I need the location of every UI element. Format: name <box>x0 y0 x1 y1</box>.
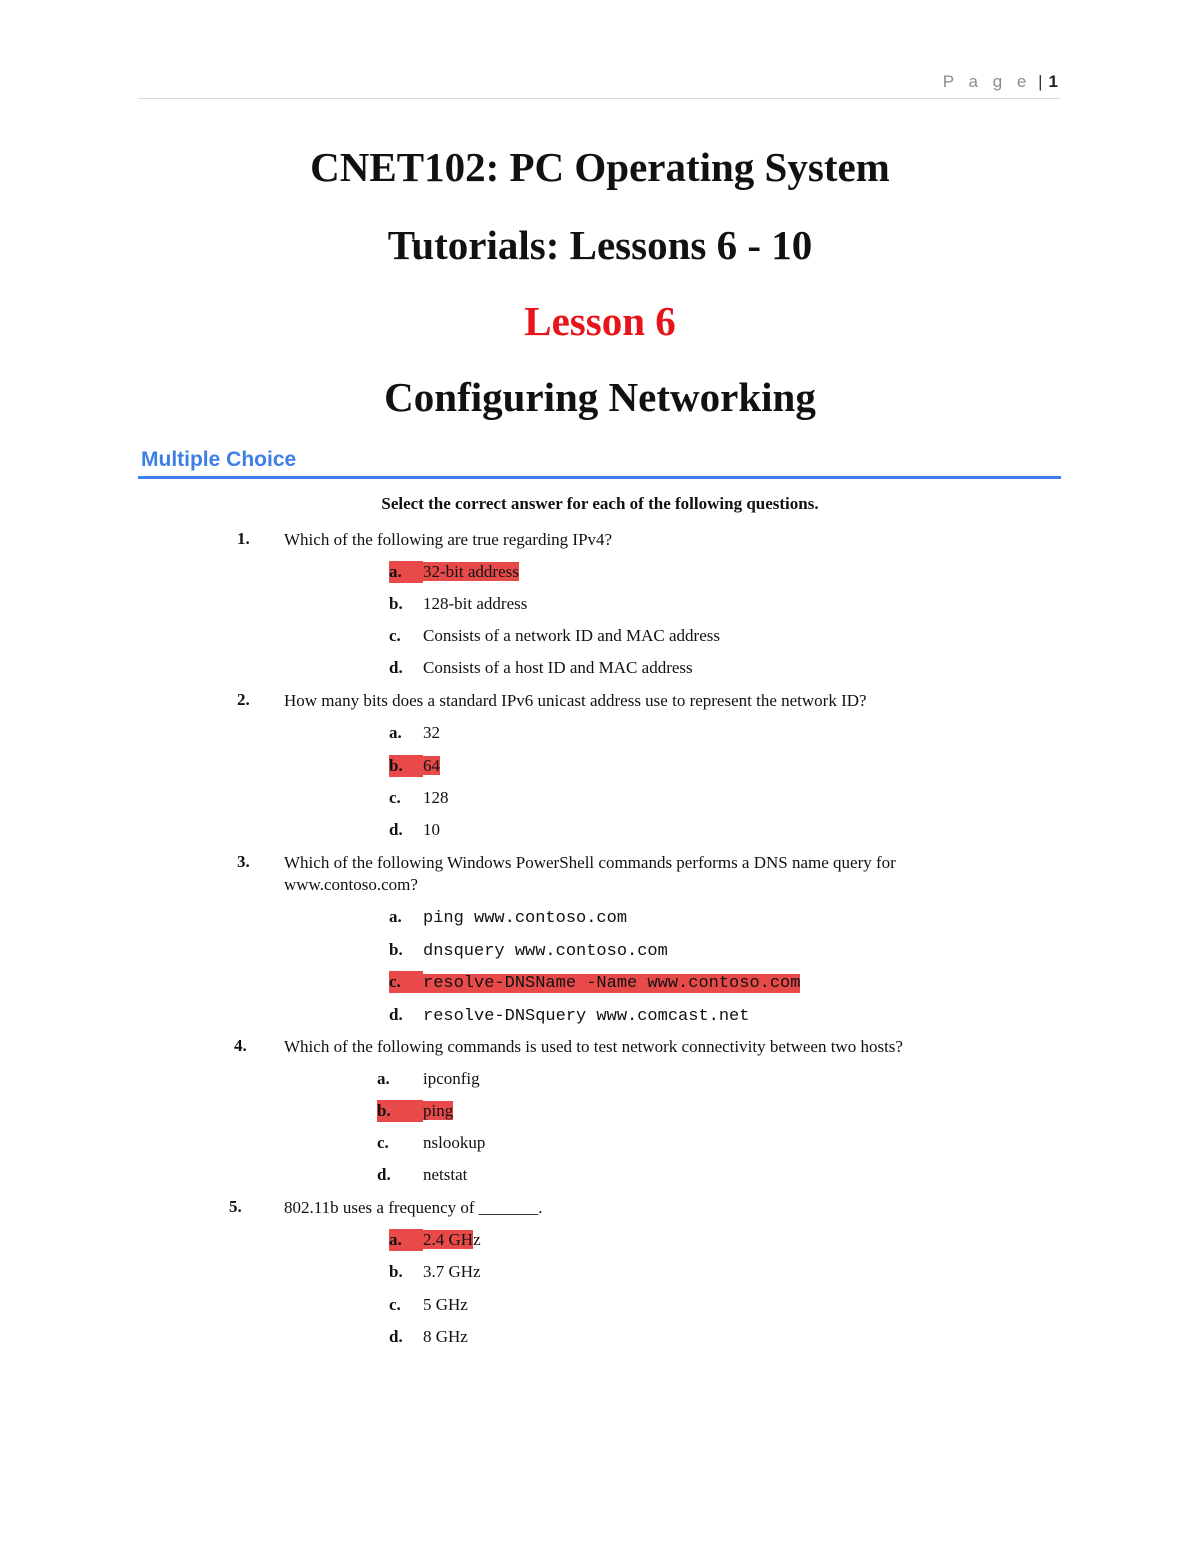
option-text: resolve-DNSquery www.comcast.net <box>423 1007 750 1026</box>
tutorials-title: Tutorials: Lessons 6 - 10 <box>387 222 813 268</box>
option-4d[interactable] <box>377 1164 467 1186</box>
option-2a[interactable] <box>389 722 440 744</box>
option-5b[interactable] <box>389 1261 481 1283</box>
option-letter: a. <box>389 561 423 583</box>
question-text: 802.11b uses a frequency of _______. <box>284 1198 543 1217</box>
option-text: 128-bit address <box>423 594 528 613</box>
option-text-highlighted: 2.4 GH <box>423 1230 474 1249</box>
option-letter: c. <box>389 971 423 993</box>
question-text: How many bits does a standard IPv6 unicast address use to represent the network ID? <box>284 691 867 710</box>
option-3b[interactable] <box>389 939 668 963</box>
option-1d[interactable] <box>389 657 693 679</box>
option-5a[interactable] <box>389 1229 481 1251</box>
topic-title: Configuring Networking <box>384 374 816 420</box>
option-letter: a. <box>389 1229 423 1251</box>
option-letter: c. <box>389 788 401 807</box>
option-text: 32-bit address <box>423 562 519 581</box>
option-letter: b. <box>377 1100 423 1122</box>
option-letter: b. <box>389 940 403 959</box>
option-2c[interactable] <box>389 787 449 809</box>
option-text: ipconfig <box>423 1069 480 1088</box>
page-separator: | <box>1038 72 1043 91</box>
question-number: 3. <box>237 852 250 871</box>
option-text-rest: z <box>473 1230 481 1249</box>
option-3d[interactable] <box>389 1004 749 1028</box>
option-letter: d. <box>389 820 403 839</box>
question-text: Which of the following commands is used to test network connectivity between two hosts? <box>284 1037 903 1056</box>
section-rule <box>138 476 1061 479</box>
page-label: P a g e <box>942 72 1032 91</box>
option-text: 32 <box>423 723 440 742</box>
option-letter: a. <box>377 1069 390 1088</box>
option-letter: c. <box>377 1133 389 1152</box>
option-1a[interactable] <box>389 561 519 583</box>
option-2b[interactable] <box>389 755 440 777</box>
option-4c[interactable] <box>377 1132 485 1154</box>
option-5d[interactable] <box>389 1326 468 1348</box>
option-text: netstat <box>423 1165 468 1184</box>
option-letter: d. <box>389 1327 403 1346</box>
option-2d[interactable] <box>389 819 440 841</box>
option-3a[interactable] <box>389 906 627 930</box>
option-5c[interactable] <box>389 1294 468 1316</box>
option-letter: a. <box>389 907 402 926</box>
option-letter: b. <box>389 1262 403 1281</box>
option-letter: d. <box>377 1165 391 1184</box>
option-text: Consists of a host ID and MAC address <box>423 658 693 677</box>
option-letter: d. <box>389 658 403 677</box>
page-number <box>943 72 1058 92</box>
question-number: 1. <box>237 529 250 548</box>
option-4a[interactable] <box>377 1068 480 1090</box>
option-3c[interactable] <box>389 971 800 995</box>
option-text: 5 GHz <box>423 1295 468 1314</box>
option-text: dnsquery www.contoso.com <box>423 942 668 961</box>
option-text: nslookup <box>423 1133 486 1152</box>
option-text: ping <box>423 1101 454 1120</box>
option-text: 8 GHz <box>423 1327 468 1346</box>
option-text: 10 <box>423 820 440 839</box>
section-heading: Multiple Choice <box>141 448 297 471</box>
instructions: Select the correct answer for each of the following questions. <box>381 494 819 513</box>
option-text: Consists of a network ID and MAC address <box>423 626 720 645</box>
option-text: 128 <box>423 788 449 807</box>
option-letter: c. <box>389 1295 401 1314</box>
question-number: 5. <box>229 1197 242 1216</box>
question-text: Which of the following Windows PowerShell commands performs a DNS name query for www.contoso.com? <box>284 853 896 894</box>
option-letter: b. <box>389 755 423 777</box>
option-letter: c. <box>389 626 401 645</box>
option-text: resolve-DNSName -Name www.contoso.com <box>423 974 801 993</box>
lesson-title: Lesson 6 <box>524 298 676 344</box>
page-number-value: 1 <box>1048 72 1058 91</box>
question-number: 4. <box>234 1036 247 1055</box>
question-number: 2. <box>237 690 250 709</box>
option-letter: a. <box>389 723 402 742</box>
option-text: ping www.contoso.com <box>423 909 628 928</box>
option-1c[interactable] <box>389 625 720 647</box>
page-header <box>138 70 1060 99</box>
option-text: 3.7 GHz <box>423 1262 481 1281</box>
option-letter: b. <box>389 594 403 613</box>
question-text: Which of the following are true regarding IPv4? <box>284 530 613 549</box>
option-1b[interactable] <box>389 593 527 615</box>
option-4b[interactable] <box>377 1100 453 1122</box>
course-title: CNET102: PC Operating System <box>310 144 890 190</box>
option-letter: d. <box>389 1005 403 1024</box>
option-text: 64 <box>423 756 440 775</box>
